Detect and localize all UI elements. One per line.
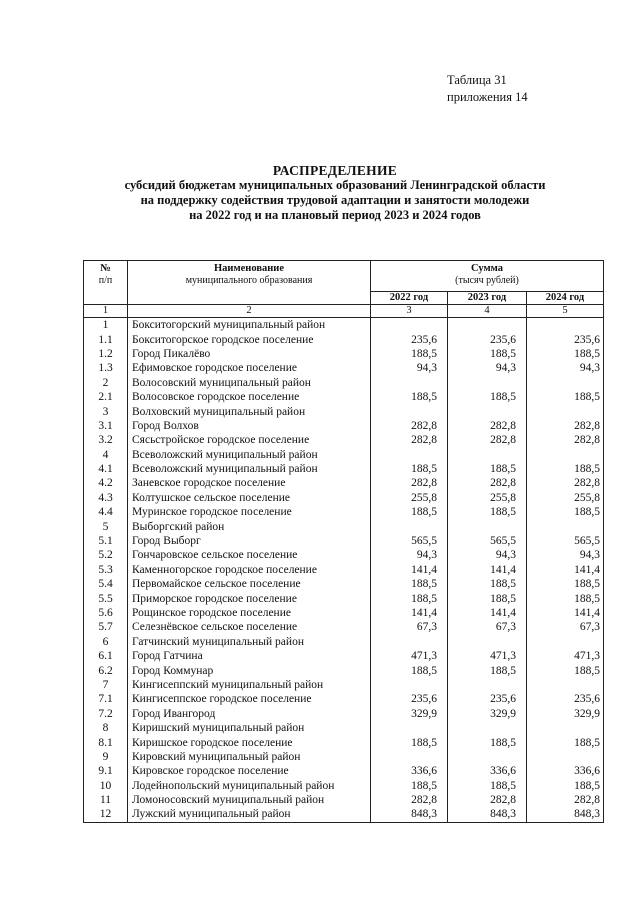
header-sum [371,261,604,292]
value-2024: 67,3 [527,620,604,634]
row-number: 4.4 [84,505,128,519]
column-number: 2 [128,305,371,318]
table-row [84,332,604,346]
value-2024: 188,5 [527,462,604,476]
table-row [84,347,604,361]
table-row [84,476,604,490]
value-2023: 235,6 [448,692,527,706]
value-2023 [448,750,527,764]
row-number: 7.1 [84,692,128,706]
value-2024: 336,6 [527,764,604,778]
header-num-label: № [100,263,111,274]
table-row [84,635,604,649]
value-2024: 282,8 [527,419,604,433]
value-2022: 282,8 [371,433,448,447]
value-2023: 471,3 [448,649,527,663]
municipality-name: Волховский муниципальный район [128,404,371,418]
municipality-name: Город Выборг [128,534,371,548]
table-row [84,721,604,735]
column-number-row [84,305,604,318]
row-number: 5 [84,519,128,533]
municipality-name: Ефимовское городское поселение [128,361,371,375]
row-number: 6.2 [84,663,128,677]
table-number-label: Таблица 31 [447,73,507,87]
value-2022: 188,5 [371,735,448,749]
value-2022: 188,5 [371,390,448,404]
table-row [84,606,604,620]
municipality-name: Город Пикалёво [128,347,371,361]
municipality-name: Кингисеппское городское поселение [128,692,371,706]
table-row [84,591,604,605]
value-2023: 188,5 [448,462,527,476]
value-2023: 282,8 [448,419,527,433]
municipality-name: Бокситогорское городское поселение [128,332,371,346]
table-row [84,707,604,721]
value-2023 [448,721,527,735]
table-row [84,563,604,577]
value-2024 [527,635,604,649]
value-2022: 188,5 [371,779,448,793]
table-row [84,678,604,692]
value-2024 [527,376,604,390]
row-number: 5.6 [84,606,128,620]
value-2022: 141,4 [371,563,448,577]
value-2023: 141,4 [448,606,527,620]
value-2024: 565,5 [527,534,604,548]
value-2022 [371,678,448,692]
municipality-name: Гатчинский муниципальный район [128,635,371,649]
municipality-name: Всеволожский муниципальный район [128,448,371,462]
municipality-name: Заневское городское поселение [128,476,371,490]
value-2022: 94,3 [371,361,448,375]
value-2022 [371,635,448,649]
header-2024: 2024 год [527,292,604,305]
column-number: 3 [371,305,448,318]
value-2023: 188,5 [448,779,527,793]
value-2022: 282,8 [371,793,448,807]
header-num-sub: п/п [98,275,113,286]
table-row [84,534,604,548]
value-2023 [448,376,527,390]
municipality-name: Кировский муниципальный район [128,750,371,764]
header-name [128,261,371,305]
value-2023: 94,3 [448,548,527,562]
row-number: 5.5 [84,591,128,605]
header-sum-sub: (тысяч рублей) [455,275,519,286]
value-2023: 188,5 [448,347,527,361]
document-title [40,163,630,223]
value-2024 [527,318,604,333]
value-2022: 336,6 [371,764,448,778]
value-2024: 329,9 [527,707,604,721]
row-number: 7 [84,678,128,692]
header-sum-label: Сумма [471,263,503,274]
row-number: 3 [84,404,128,418]
column-number: 4 [448,305,527,318]
value-2023: 188,5 [448,663,527,677]
row-number: 9.1 [84,764,128,778]
subsidy-distribution-table [83,260,604,823]
value-2024: 848,3 [527,807,604,822]
value-2022: 235,6 [371,692,448,706]
municipality-name: Первомайское сельское поселение [128,577,371,591]
value-2024: 282,8 [527,793,604,807]
table-row [84,735,604,749]
value-2022 [371,404,448,418]
table-row [84,404,604,418]
table-row [84,462,604,476]
value-2024 [527,519,604,533]
table-row [84,663,604,677]
title-main: РАСПРЕДЕЛЕНИЕ [272,163,398,178]
table-row [84,577,604,591]
row-number: 5.4 [84,577,128,591]
value-2024: 188,5 [527,591,604,605]
municipality-name: Город Коммунар [128,663,371,677]
municipality-name: Город Ивангород [128,707,371,721]
row-number: 8.1 [84,735,128,749]
appendix-label: приложения 14 [447,90,528,104]
value-2023 [448,678,527,692]
municipality-name: Приморское городское поселение [128,591,371,605]
value-2023 [448,448,527,462]
table-row [84,807,604,822]
row-number: 5.7 [84,620,128,634]
value-2022: 188,5 [371,347,448,361]
value-2023: 188,5 [448,505,527,519]
row-number: 1.1 [84,332,128,346]
column-number: 1 [84,305,128,318]
header-2022: 2022 год [371,292,448,305]
table-row [84,505,604,519]
row-number: 6 [84,635,128,649]
table-row [84,361,604,375]
value-2022 [371,448,448,462]
table-row [84,318,604,333]
table-row [84,519,604,533]
value-2024: 94,3 [527,548,604,562]
value-2023: 255,8 [448,491,527,505]
value-2024: 188,5 [527,779,604,793]
value-2023: 188,5 [448,735,527,749]
title-line-4: на 2022 год и на плановый период 2023 и 2024 годов [189,208,481,222]
value-2024: 141,4 [527,563,604,577]
row-number: 1.2 [84,347,128,361]
row-number: 2 [84,376,128,390]
municipality-name: Рощинское городское поселение [128,606,371,620]
table-row [84,649,604,663]
title-line-2: субсидий бюджетам муниципальных образований Ленинградской области [124,178,546,192]
value-2024: 188,5 [527,347,604,361]
table-row [84,548,604,562]
value-2024: 188,5 [527,663,604,677]
value-2024: 471,3 [527,649,604,663]
value-2022 [371,318,448,333]
value-2022: 282,8 [371,419,448,433]
table-row [84,793,604,807]
value-2024: 188,5 [527,505,604,519]
table-row [84,376,604,390]
value-2023: 235,6 [448,332,527,346]
table-row [84,491,604,505]
municipality-name: Селезнёвское сельское поселение [128,620,371,634]
municipality-name: Город Гатчина [128,649,371,663]
row-number: 7.2 [84,707,128,721]
row-number: 3.2 [84,433,128,447]
table-row [84,750,604,764]
row-number: 8 [84,721,128,735]
row-number: 5.3 [84,563,128,577]
value-2022: 188,5 [371,577,448,591]
municipality-name: Всеволожский муниципальный район [128,462,371,476]
municipality-name: Бокситогорский муниципальный район [128,318,371,333]
row-number: 5.2 [84,548,128,562]
value-2023: 329,9 [448,707,527,721]
table-row [84,390,604,404]
value-2024: 188,5 [527,390,604,404]
municipality-name: Лужский муниципальный район [128,807,371,822]
value-2022: 565,5 [371,534,448,548]
municipality-name: Муринское городское поселение [128,505,371,519]
value-2022: 235,6 [371,332,448,346]
row-number: 11 [84,793,128,807]
table-row [84,433,604,447]
value-2023: 848,3 [448,807,527,822]
row-number: 3.1 [84,419,128,433]
row-number: 10 [84,779,128,793]
value-2022: 67,3 [371,620,448,634]
municipality-name: Киришское городское поселение [128,735,371,749]
value-2024 [527,721,604,735]
row-number: 5.1 [84,534,128,548]
municipality-name: Киришский муниципальный район [128,721,371,735]
value-2022 [371,750,448,764]
municipality-name: Выборгский район [128,519,371,533]
value-2023: 188,5 [448,390,527,404]
value-2022 [371,721,448,735]
value-2023 [448,404,527,418]
row-number: 9 [84,750,128,764]
table-row [84,779,604,793]
row-number: 6.1 [84,649,128,663]
value-2023 [448,318,527,333]
value-2024 [527,750,604,764]
value-2023: 336,6 [448,764,527,778]
title-line-3: на поддержку содействия трудовой адаптации и занятости молодежи [140,193,530,207]
header-num [84,261,128,305]
value-2022: 848,3 [371,807,448,822]
value-2024: 282,8 [527,476,604,490]
row-number: 4.1 [84,462,128,476]
value-2023: 565,5 [448,534,527,548]
value-2022: 329,9 [371,707,448,721]
municipality-name: Кировское городское поселение [128,764,371,778]
value-2022: 471,3 [371,649,448,663]
value-2023: 282,8 [448,433,527,447]
value-2023: 188,5 [448,577,527,591]
municipality-name: Ломоносовский муниципальный район [128,793,371,807]
municipality-name: Город Волхов [128,419,371,433]
value-2024: 255,8 [527,491,604,505]
value-2023: 282,8 [448,793,527,807]
value-2022 [371,519,448,533]
value-2024 [527,448,604,462]
value-2024: 235,6 [527,332,604,346]
municipality-name: Гончаровское сельское поселение [128,548,371,562]
value-2024 [527,678,604,692]
header-2023: 2023 год [448,292,527,305]
table-row [84,620,604,634]
table-row [84,448,604,462]
value-2023: 94,3 [448,361,527,375]
header-name-label: Наименование [214,263,284,274]
value-2023: 282,8 [448,476,527,490]
value-2024: 94,3 [527,361,604,375]
value-2023 [448,519,527,533]
value-2022: 282,8 [371,476,448,490]
value-2022: 255,8 [371,491,448,505]
value-2022: 94,3 [371,548,448,562]
value-2023: 188,5 [448,591,527,605]
municipality-name: Волосовское городское поселение [128,390,371,404]
row-number: 1 [84,318,128,333]
value-2024 [527,404,604,418]
value-2022 [371,376,448,390]
value-2024: 188,5 [527,577,604,591]
column-number: 5 [527,305,604,318]
value-2024: 188,5 [527,735,604,749]
table-row [84,764,604,778]
row-number: 4 [84,448,128,462]
municipality-name: Волосовский муниципальный район [128,376,371,390]
table-row [84,419,604,433]
row-number: 1.3 [84,361,128,375]
row-number: 4.2 [84,476,128,490]
value-2024: 235,6 [527,692,604,706]
value-2022: 141,4 [371,606,448,620]
value-2023: 67,3 [448,620,527,634]
value-2024: 282,8 [527,433,604,447]
municipality-name: Сясьстройское городское поселение [128,433,371,447]
municipality-name: Колтушское сельское поселение [128,491,371,505]
row-number: 2.1 [84,390,128,404]
value-2022: 188,5 [371,462,448,476]
header-name-sub: муниципального образования [185,275,313,286]
municipality-name: Кингисеппский муниципальный район [128,678,371,692]
value-2023 [448,635,527,649]
value-2023: 141,4 [448,563,527,577]
table-row [84,692,604,706]
row-number: 4.3 [84,491,128,505]
value-2024: 141,4 [527,606,604,620]
value-2022: 188,5 [371,505,448,519]
value-2022: 188,5 [371,663,448,677]
value-2022: 188,5 [371,591,448,605]
municipality-name: Лодейнопольский муниципальный район [128,779,371,793]
row-number: 12 [84,807,128,822]
document-reference [447,72,528,106]
municipality-name: Каменногорское городское поселение [128,563,371,577]
